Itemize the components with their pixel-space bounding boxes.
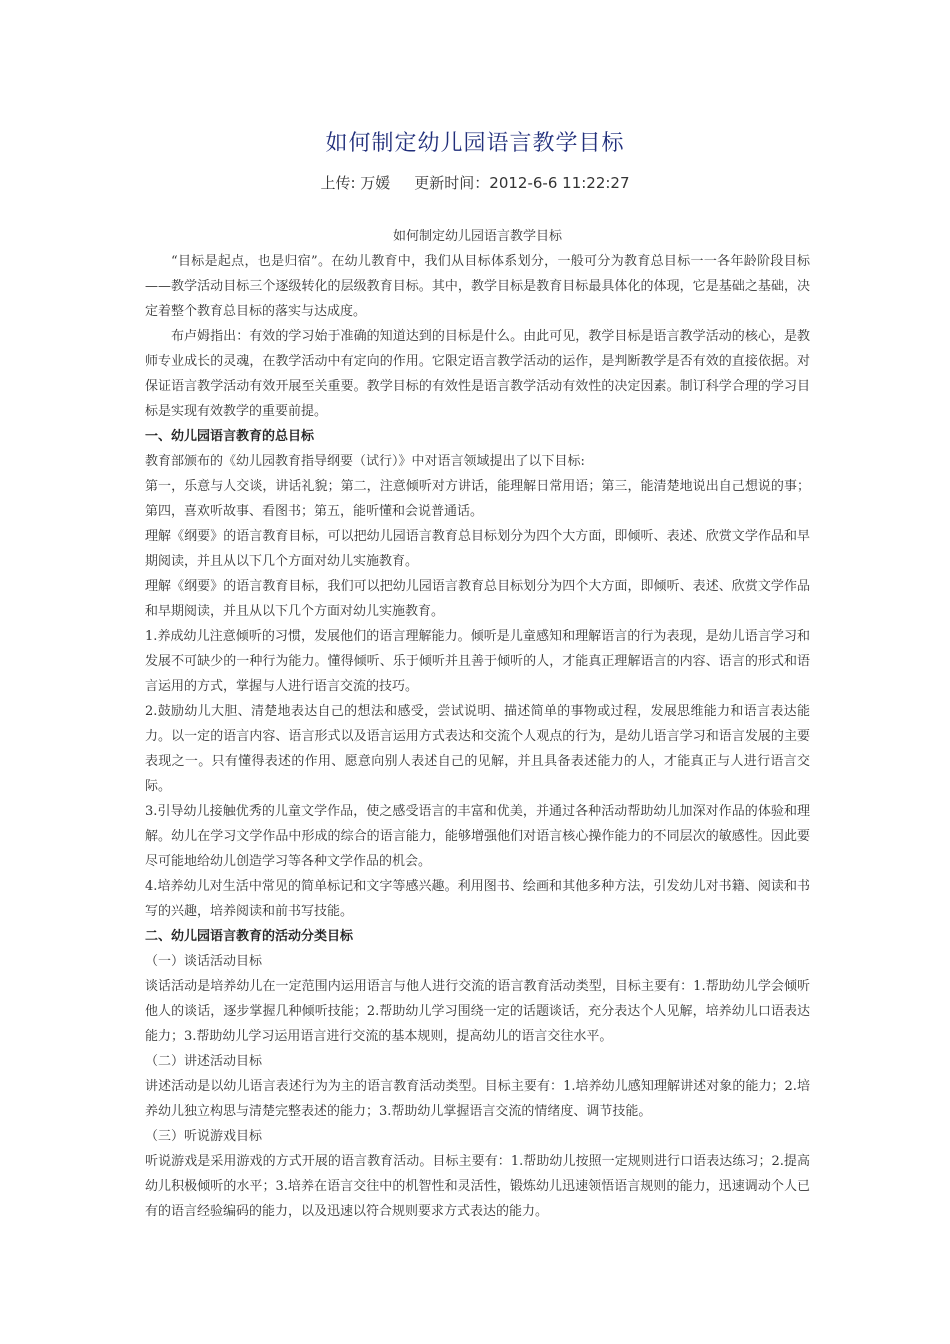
paragraph: 理解《纲要》的语言教育目标，可以把幼儿园语言教育总目标划分为四个大方面，即倾听、表述、欣赏文学作品和早期阅读，并且从以下几个方面对幼儿实施教育。 <box>145 529 810 569</box>
paragraph: 1.养成幼儿注意倾听的习惯，发展他们的语言理解能力。倾听是儿童感知和理解语言的行为表现，是幼儿语言学习和发展不可缺少的一种行为能力。懂得倾听、乐于倾听并且善于倾听的人，才能真正理解语言的内容、语言的形式和语言运用的方式，掌握与人进行语言交流的技巧。 <box>145 629 810 694</box>
paragraph: 2.鼓励幼儿大胆、清楚地表达自己的想法和感受，尝试说明、描述简单的事物或过程，发展思维能力和语言表达能力。以一定的语言内容、语言形式以及语言运用方式表达和交流个人观点的行为，是幼儿语言学习和语言发展的主要表现之一。只有懂得表述的作用、愿意向别人表述自己的见解，并且具备表述能力的人，才能真正与人进行语言交际。 <box>145 704 810 794</box>
subsection-heading: （二）讲述活动目标 <box>145 1054 263 1069</box>
paragraph: 第一，乐意与人交谈，讲话礼貌；第二，注意倾听对方讲话，能理解日常用语；第三，能清楚地说出自己想说的事；第四，喜欢听故事、看图书；第五，能听懂和会说普通话。 <box>145 479 810 519</box>
section-heading: 一、幼儿园语言教育的总目标 <box>145 429 315 444</box>
update-time-text: 更新时间：2012-6-6 11:22:27 <box>414 174 630 192</box>
paragraph: 4.培养幼儿对生活中常见的简单标记和文字等感兴趣。利用图书、绘画和其他多种方法，引发幼儿对书籍、阅读和书写的兴趣，培养阅读和前书写技能。 <box>145 879 810 919</box>
paragraph: “目标是起点，也是归宿”。在幼儿教育中，我们从目标体系划分，一般可分为教育总目标一一各年龄阶段目标——教学活动目标三个逐级转化的层级教育目标。其中，教学目标是教育目标最具体化的体现，它是基础之基础，决定着整个教育总目标的落实与达成度。 <box>145 254 810 319</box>
paragraph: 谈话活动是培养幼儿在一定范围内运用语言与他人进行交流的语言教育活动类型，目标主要有：1.帮助幼儿学会倾听他人的谈话，逐步掌握几种倾听技能；2.帮助幼儿学习围绕一定的话题谈话，充分表达个人见解，培养幼儿口语表达能力；3.帮助幼儿学习运用语言进行交流的基本规则，提高幼儿的语言交往水平。 <box>145 979 810 1044</box>
paragraph: 理解《纲要》的语言教育目标，我们可以把幼儿园语言教育总目标划分为四个大方面，即倾听、表述、欣赏文学作品和早期阅读，并且从以下几个方面对幼儿实施教育。 <box>145 579 810 619</box>
paragraph: 听说游戏是采用游戏的方式开展的语言教育活动。目标主要有：1.帮助幼儿按照一定规则进行口语表达练习；2.提高幼儿积极倾听的水平；3.培养在语言交往中的机智性和灵活性，锻炼幼儿迅速领悟语言规则的能力，迅速调动个人已有的语言经验编码的能力，以及迅速以符合规则要求方式表达的能力。 <box>145 1154 810 1219</box>
paragraph: 教育部颁布的《幼儿园教育指导纲要（试行）》中对语言领域提出了以下目标: <box>145 454 585 469</box>
subsection-heading: （一）谈话活动目标 <box>145 954 263 969</box>
paragraph: 3.引导幼儿接触优秀的儿童文学作品，使之感受语言的丰富和优美，并通过各种活动帮助幼儿加深对作品的体验和理解。幼儿在学习文学作品中形成的综合的语言能力，能够增强他们对语言核心操作能力的不同层次的敏感性。因此要尽可能地给幼儿创造学习等各种文学作品的机会。 <box>145 804 810 869</box>
article-inner-title: 如何制定幼儿园语言教学目标 <box>392 229 562 244</box>
subsection-heading: （三）听说游戏目标 <box>145 1129 263 1144</box>
article-body <box>145 224 810 1224</box>
uploader-text: 上传: 万媛 <box>320 174 391 192</box>
meta-line <box>0 172 950 193</box>
page-title: 如何制定幼儿园语言教学目标 <box>325 131 625 156</box>
section-heading: 二、幼儿园语言教育的活动分类目标 <box>145 929 354 944</box>
paragraph: 布卢姆指出：有效的学习始于准确的知道达到的目标是什么。由此可见，教学目标是语言教学活动的核心，是教师专业成长的灵魂，在教学活动中有定向的作用。它限定语言教学活动的运作，是判断教学是否有效的直接依据。对保证语言教学活动有效开展至关重要。教学目标的有效性是语言教学活动有效性的决定因素。制订科学合理的学习目标是实现有效教学的重要前提。 <box>145 329 810 419</box>
paragraph: 讲述活动是以幼儿语言表述行为为主的语言教育活动类型。目标主要有：1.培养幼儿感知理解讲述对象的能力；2.培养幼儿独立构思与清楚完整表述的能力；3.帮助幼儿掌握语言交流的情绪度、调节技能。 <box>145 1079 810 1119</box>
